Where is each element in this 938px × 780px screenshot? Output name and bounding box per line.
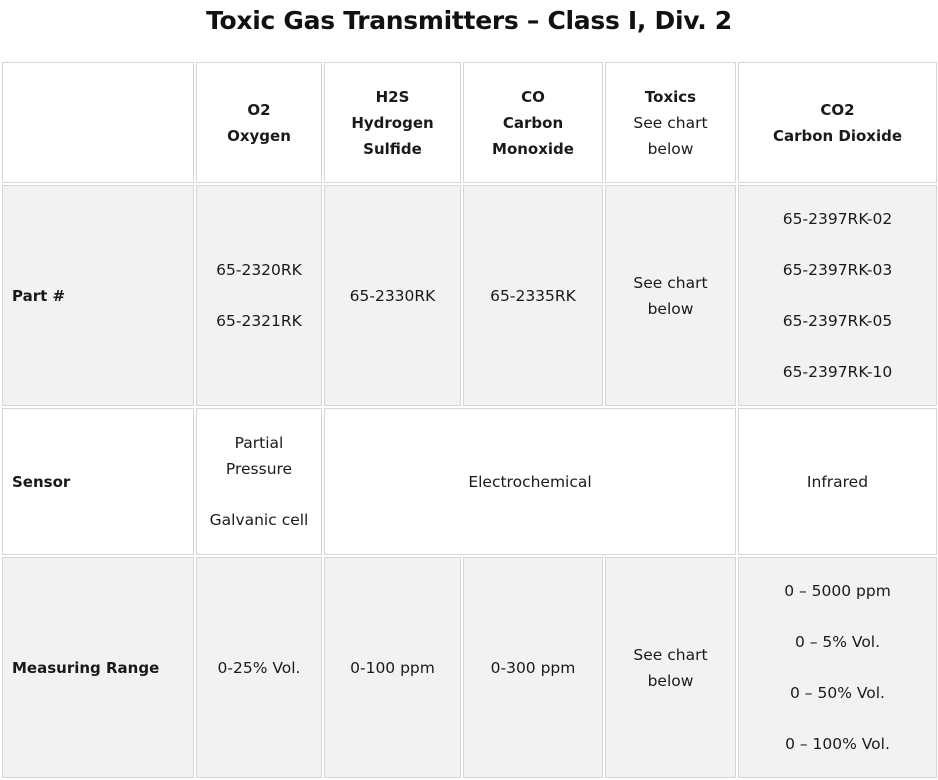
row-label-sensor [2, 408, 194, 555]
sensor-electrochemical [324, 408, 736, 555]
header-co-name-1: Carbon [502, 113, 564, 132]
header-o2-name: Oxygen [227, 126, 291, 145]
part-o2-2: 65-2321RK [216, 312, 302, 330]
sensor-co2-text: Infrared [806, 472, 869, 491]
row-label-range-text: Measuring Range [12, 658, 160, 677]
header-h2s-symbol: H2S [375, 87, 410, 106]
header-empty-cell [2, 62, 194, 183]
sensor-co2 [738, 408, 937, 555]
range-co2-1: 0 – 5000 ppm [784, 582, 891, 600]
range-co2-4: 0 – 100% Vol. [785, 735, 890, 753]
part-toxics [605, 185, 736, 406]
part-co-value: 65-2335RK [490, 286, 576, 305]
header-toxics-title: Toxics [644, 87, 697, 106]
part-co2-4: 65-2397RK-10 [782, 363, 893, 381]
header-h2s [324, 62, 461, 183]
part-h2s-value: 65-2330RK [349, 286, 436, 305]
part-co2-3: 65-2397RK-05 [782, 312, 893, 330]
header-toxics-note-2: below [647, 139, 694, 158]
header-toxics-note-1: See chart [633, 113, 708, 132]
header-co2-symbol: CO2 [820, 100, 855, 119]
range-toxics [605, 557, 736, 778]
range-o2 [196, 557, 322, 778]
range-toxics-note-2: below [647, 671, 694, 690]
sensor-electrochemical-text: Electrochemical [468, 472, 592, 491]
header-co2-name: Carbon Dioxide [772, 126, 903, 145]
header-co-name-2: Monoxide [492, 139, 574, 158]
header-co2 [738, 62, 937, 183]
header-h2s-name-2: Sulfide [363, 139, 422, 158]
row-label-part-text: Part # [12, 286, 66, 305]
part-co [463, 185, 603, 406]
part-h2s [324, 185, 461, 406]
header-h2s-name-1: Hydrogen [351, 113, 434, 132]
sensor-o2-1: Partial [234, 434, 284, 452]
page-title: Toxic Gas Transmitters – Class I, Div. 2 [206, 6, 732, 35]
header-co-symbol: CO [521, 87, 545, 106]
part-co2 [738, 185, 937, 406]
range-co-value: 0-300 ppm [490, 658, 576, 677]
part-o2-1: 65-2320RK [216, 261, 302, 279]
range-o2-value: 0-25% Vol. [217, 658, 301, 677]
header-o2-symbol: O2 [247, 100, 271, 119]
range-toxics-note-1: See chart [633, 645, 708, 664]
part-toxics-note-1: See chart [633, 273, 708, 292]
range-h2s [324, 557, 461, 778]
sensor-o2 [196, 408, 322, 555]
header-co [463, 62, 603, 183]
range-h2s-value: 0-100 ppm [350, 658, 435, 677]
part-o2 [196, 185, 322, 406]
part-co2-2: 65-2397RK-03 [782, 261, 893, 279]
header-toxics [605, 62, 736, 183]
sensor-o2-3: Galvanic cell [209, 511, 309, 529]
row-label-sensor-text: Sensor [12, 472, 71, 491]
range-co2-2: 0 – 5% Vol. [794, 633, 881, 651]
row-label-part [2, 185, 194, 406]
header-o2 [196, 62, 322, 183]
range-co2 [738, 557, 937, 778]
range-co2-3: 0 – 50% Vol. [790, 684, 885, 702]
part-co2-1: 65-2397RK-02 [782, 210, 893, 228]
part-toxics-note-2: below [647, 299, 694, 318]
sensor-o2-2: Pressure [225, 460, 293, 478]
row-label-range [2, 557, 194, 778]
range-co [463, 557, 603, 778]
